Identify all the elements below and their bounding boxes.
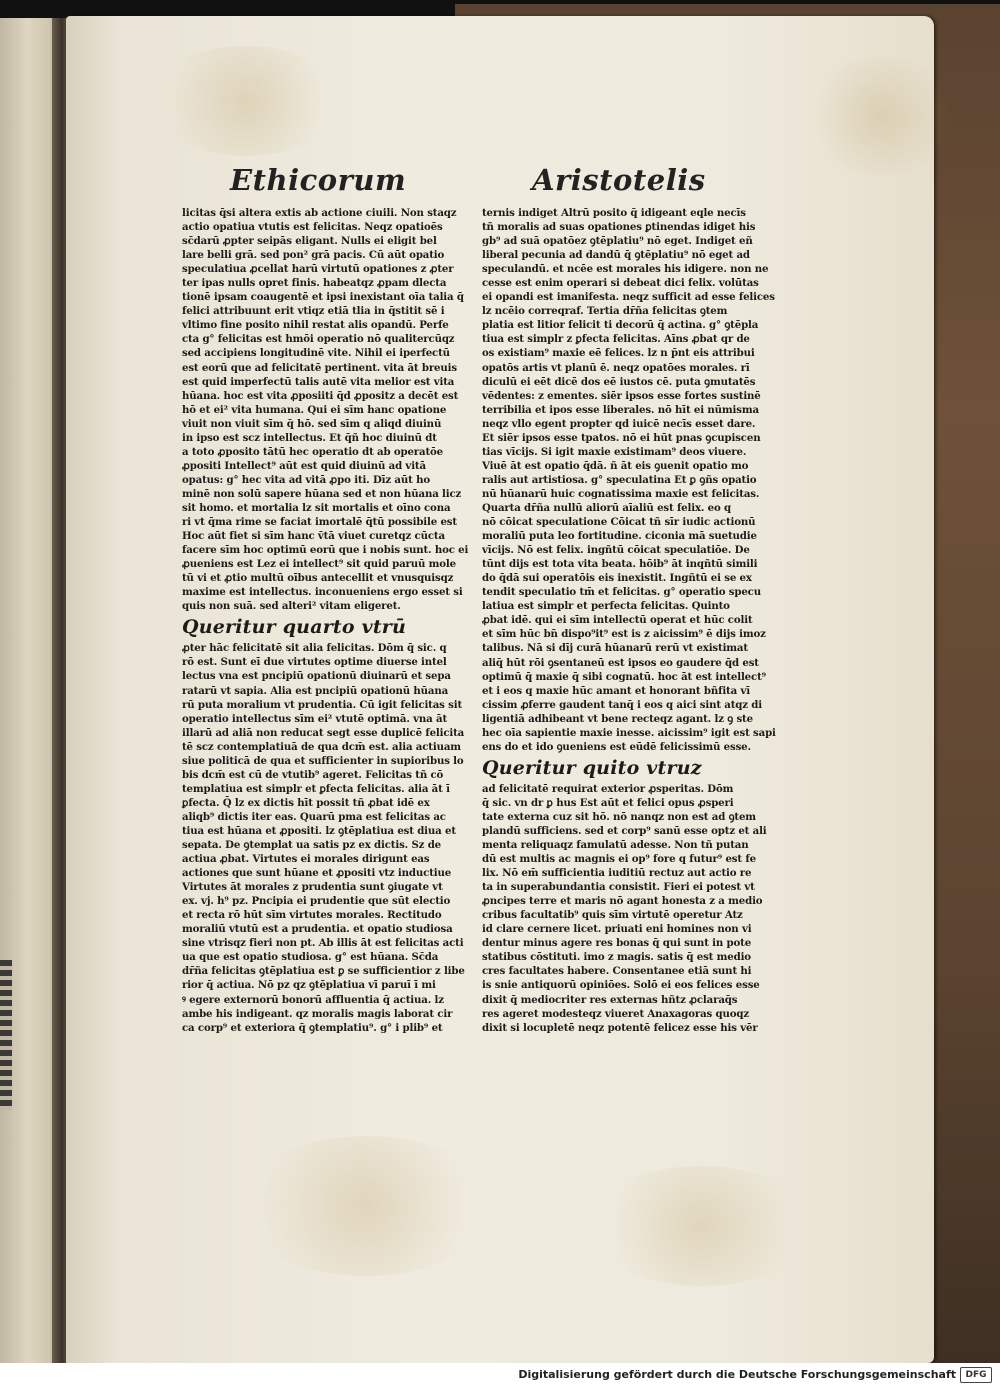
text-line: dentur minus agere res bonas q̄ qui sunt in pote: [482, 937, 752, 950]
text-line: tū vi et ꝓtio multū oībus antecellit et vnusquisqz: [182, 572, 454, 585]
text-line: Hoc aūt fiet si sīm hanc v̄tā viuet curetqz cūcta: [182, 530, 445, 543]
text-line: cesse est enim operari si debeat dici felix. volūtas: [482, 277, 759, 290]
text-line: ens do et ido ꝯueniens est eūdē felicissimū esse.: [482, 740, 751, 753]
text-line: cres facultates habere. Consentanee etiā sunt hi: [482, 965, 752, 978]
text-line: ex. vj. h⁹ pz. Pncipia ei prudentie que sūt electio: [182, 895, 451, 908]
text-line: aliq̄ hūt rōi ꝯsentaneū est ipsos eo gaudere q̄d est: [482, 656, 759, 669]
text-line: ꝓbat idē. qui ei sīm intellectū operat et hūc colit: [482, 614, 753, 627]
text-line: gb⁹ ad suā opatōez ꝯtēplatiu⁹ nō eget. Indiget eñ: [482, 235, 753, 248]
text-line: ꝰ egere externorū bonorū affluentia q̄ actiua. lz: [182, 993, 444, 1006]
text-line: tñ moralis ad suas opationes ꝑtinendas idiget his: [482, 221, 756, 234]
text-line: hō et ei² vita humana. Qui ei sīm hanc opatione: [182, 403, 447, 416]
text-line: facere sīm hoc optimū eorū que i nobis sunt. hoc ei: [182, 544, 469, 557]
water-stain: [586, 1166, 816, 1286]
text-line: Virtutes āt morales z prudentia sunt ꝯiugate vt: [182, 881, 443, 894]
text-line: ambe his indigeant. qz moralis magis laborat cir: [182, 1007, 453, 1020]
water-stain: [806, 56, 956, 176]
text-line: platia est litior felicit ti decorū q̄ actina. g° ꝯtēpla: [482, 319, 759, 332]
text-line: minē non solū sapere hūana sed et non hūana licz: [182, 487, 462, 500]
text-line: sc̄darū ꝓpter seipās eligant. Nulls ei eligit bel: [182, 235, 437, 248]
text-line: et sīm hūc bn̄ dispo⁹it⁹ est is z aicissim⁹ ē dijs imoz: [482, 628, 766, 641]
text-line: rū puta moralium vt prudentia. Cū igit felicitas sit: [182, 698, 463, 711]
text-line: terribilia et ipos esse liberales. nō hīt ei nūmisma: [482, 403, 759, 416]
text-line: ei opandi est imanifesta. neqz sufficit ad esse felices: [482, 291, 775, 304]
text-line: aliqb⁹ dictis iter eas. Quarū pma est felicitas ac: [182, 810, 446, 823]
text-line: q̄ sic. vn dr ꝑ hus Est aūt et felici opus ꝓsperi: [482, 796, 734, 809]
text-column-right: [482, 206, 776, 1066]
text-line: ꝓter hāc felicitatē sit alia felicitas. Dōm q̄ sic. q: [182, 642, 447, 655]
text-line: sed accipiens longitudinē vite. Nihil ei iperfectū: [182, 347, 450, 360]
text-line: lectus vna est pncipiū opationū diuinarū et sepa: [182, 670, 451, 683]
text-line: operatio intellectus sīm ei² vtutē optimā. vna āt: [182, 712, 448, 725]
text-line: maxime est intellectus. inconueniens ergo esset si: [182, 586, 463, 599]
text-line: do q̄dā sui operatōis eis inexistit. Ingñtū ei se ex: [482, 572, 752, 585]
text-line: os existiam⁹ maxie eē felices. lz n p̄nt eis attribui: [482, 347, 755, 360]
text-line: ꝓncipes terre et maris nō agant honesta z a medio: [482, 895, 763, 908]
dfg-logo: DFG: [960, 1367, 992, 1383]
text-line: sepata. De ꝯtemplat ua satis pz ex dictis. Sz de: [182, 839, 441, 852]
text-line: menta reliquaqz famulatū adesse. Non tñ putan: [482, 839, 749, 852]
text-line: speculandū. et ncēe est morales his idigere. non ne: [482, 263, 769, 276]
text-line: est quid imperfectū talis autē vita melior est vita: [182, 375, 455, 388]
section-heading: Queritur quito vtruz: [482, 756, 702, 779]
text-line: siue politicā de qua et sufficienter in supioribus lo: [182, 754, 464, 767]
text-line: Quarta dr̄ña nullū aliorū aīaliū est felix. eo q: [482, 501, 732, 514]
text-line: tias vīcijs. Si igit maxie existimam⁹ deos viuere.: [482, 445, 747, 458]
text-line: diculū ei eēt dicē dos eē iustos cē. puta ꝯmutatēs: [482, 375, 756, 388]
text-line: res ageret modesteqz viueret Anaxagoras quoqz: [482, 1007, 750, 1020]
text-line: optimū q̄ maxie q̄ sibi cognatū. hoc āt est intellect⁹: [482, 670, 766, 683]
running-head-right: Aristotelis: [532, 163, 706, 197]
water-stain: [146, 46, 346, 156]
text-line: actiones que sunt hūane et ꝓpositi vtz inductiue: [182, 867, 452, 880]
text-line: moraliū vtutū est a prudentia. et opatio studiosa: [182, 923, 453, 936]
text-line: ꝓpositi Intellect⁹ aūt est quid diuinū ad vitā: [182, 459, 426, 472]
text-line: ꝑfecta. Q̄ lz ex dictis hīt possit tñ ꝓbat idē ex: [182, 796, 430, 809]
text-column-left: [182, 206, 469, 1076]
text-line: Viuē āt est opatio q̄dā. ñ āt eis ꝯuenit opatio mo: [482, 459, 749, 472]
text-line: lix. Nō em̄ sufficientia iuditiū rectuz aut actio re: [482, 867, 752, 880]
text-line: dixit q̄ mediocriter res externas hñtz ꝓclaraq̄s: [482, 993, 738, 1006]
left-page-print-edge: [0, 960, 12, 1110]
text-line: vīcijs. Nō est felix. ingñtū cōicat speculatiōe. De: [482, 544, 750, 557]
text-line: est eorū que ad felicitatē pertinent. vita āt breuis: [182, 361, 457, 374]
text-line: cta g° felicitas est hmōi operatio nō qualitercūqz: [182, 333, 455, 346]
text-line: felici attribuunt erit vtiqz etiā tlia in q̄stitit sē i: [182, 305, 445, 318]
text-line: latiua est simplr et perfecta felicitas. Quinto: [482, 600, 730, 613]
text-line: et i eos q maxie hūc amant et honorant bñfita vī: [482, 684, 750, 697]
text-line: opatus: g° hec vita ad vitā ꝓpo iti. Dīz aūt ho: [182, 473, 430, 486]
section-heading: Queritur quarto vtrū: [182, 616, 407, 639]
text-line: liberal pecunia ad dandū q̄ ꝯtēplatiu⁹ nō eget ad: [482, 249, 750, 262]
text-line: tate externa cuz sit hō. nō nanqz non est ad ꝯtem: [482, 810, 756, 823]
text-line: quis non suā. sed alteri² vitam eligeret.: [182, 600, 401, 613]
text-line: ratarū vt sapia. Alia est pncipiū opationū hūana: [182, 684, 449, 697]
text-line: sine vtrisqz fieri non pt. Ab illis āt est felicitas acti: [182, 937, 464, 950]
text-line: hec oīa sapientie maxie inesse. aicissim⁹ igit est sapi: [482, 726, 776, 739]
text-line: cribus facultatib⁹ quis sīm virtutē operetur Atz: [482, 909, 743, 922]
text-line: is snie antiquorū opiniōes. Solō ei eos felices esse: [482, 979, 760, 992]
text-line: lare belli grā. sed pon² grā pacis. Cū aūt opatio: [182, 249, 445, 262]
text-line: tē scz contemplatiuā de qua dcm̄ est. alia actiuam: [182, 740, 461, 753]
text-line: tionē ipsam coaugentē et ipsi inexistant oīa talia q̄: [182, 291, 464, 304]
running-head-left: Ethicorum: [230, 163, 407, 197]
text-line: licitas q̄si altera extis ab actione ciuili. Non staqz: [182, 207, 457, 219]
text-line: tūnt dijs est tota vita beata. hōib⁹ āt inqñtū simili: [482, 558, 758, 571]
text-line: id clare cernere licet. priuati eni homines non vi: [482, 923, 752, 936]
text-line: sit homo. et mortalia lz sit mortalis et oīno cona: [182, 501, 451, 514]
water-stain: [236, 1136, 496, 1276]
text-line: opatōs artis vt planū ē. neqz opatōes morales. rī: [482, 361, 750, 374]
text-line: dixit si locupletē neqz potentē felicez esse his vēr: [482, 1021, 758, 1034]
text-line: nō cōicat speculatione Cōicat tñ sīr iudic actionū: [482, 516, 756, 529]
text-line: cissim ꝓferre gaudent tanq̄ i eos q aici sint atqz di: [482, 698, 762, 711]
text-line: ligentiā adhibeant vt bene recteqz agant. lz ꝯ ste: [482, 712, 753, 725]
text-line: talibus. Nā si dīj curā hūanarū rerū vt existimat: [482, 642, 748, 655]
text-line: vltimo fine posito nihil restat alis opandū. Perfe: [182, 319, 449, 332]
text-line: rō est. Sunt eī due virtutes optime diuerse intel: [182, 656, 447, 669]
text-line: moraliū puta leo fortitudine. ciconia mā suetudie: [482, 530, 757, 543]
text-line: vēdentes: z ementes. siēr ipsos esse fortes sustinē: [482, 389, 761, 402]
text-line: dr̄ña felicitas ꝯtēplatiua est ꝑ se sufficientior z libe: [182, 965, 465, 978]
text-line: hūana. hoc est vita ꝓposiiti q̄d ꝓpositz a decēt est: [182, 389, 459, 402]
text-line: bis dcm̄ est cū de vtutib⁹ ageret. Felicitas tñ cō: [182, 768, 444, 781]
text-line: statibus cōstituti. imo z magis. satis q̄ est medio: [482, 951, 751, 964]
text-line: dū est multis ac magnis ei op⁹ fore q futur⁹ est fe: [482, 853, 756, 866]
text-line: Et siēr ipsos esse tpatos. nō ei hūt pnas ꝯcupiscen: [482, 431, 761, 444]
text-line: ad felicitatē requirat exterior ꝓsperitas. Dōm: [482, 782, 734, 795]
text-line: tendit speculatio tm̄ et felicitas. g° operatio specu: [482, 586, 761, 599]
text-line: ca corp⁹ et exteriora q̄ ꝯtemplatiu⁹. g° i plib⁹ et: [182, 1021, 443, 1034]
text-line: ꝓueniens est Lez ei intellect⁹ sit quid paruū mole: [182, 558, 456, 571]
text-line: actiua ꝓbat. Virtutes ei morales dirigunt eas: [182, 853, 430, 866]
text-line: tiua est simplr z ꝑfecta felicitas. Aīns ꝓbat qr de: [482, 333, 750, 346]
text-line: ua que est opatio studiosa. g° est hūana. Sc̄da: [182, 951, 439, 964]
text-line: ter ipas nulls opret finis. habeatqz ꝓpam dlecta: [182, 277, 447, 290]
funding-credit: Digitalisierung gefördert durch die Deutsche Forschungsgemeinschaft: [518, 1368, 956, 1381]
text-line: ri vt q̄ma rime se faciat imortalē q̄tū possibile est: [182, 516, 457, 529]
text-line: tiua est hūana et ꝓpositi. lz ꝯtēplatiua est diua et: [182, 824, 456, 837]
text-line: viuit non viuit sīm q̄ hō. sed sīm q aliqd diuinū: [182, 417, 442, 430]
text-line: rior q̄ actiua. Nō pz qz ꝯtēplatiua vī paruī ī mi: [182, 979, 436, 992]
text-line: a toto ꝓposito tātū hec operatio dt ab operatōe: [182, 445, 443, 458]
text-line: actio opatiua vtutis est felicitas. Neqz opatioēs: [182, 221, 443, 234]
text-line: in ipso est scz intellectus. Et q̄ñ hoc diuinū dt: [182, 431, 437, 444]
text-line: lz ncēio correqraf. Tertia dr̄ña felicitas ꝯtem: [482, 305, 728, 318]
text-line: templatiua est simplr et ꝑfecta felicitas. alia āt ī: [182, 782, 450, 795]
text-line: nū hūanarū huic cognatissima maxie est felicitas.: [482, 487, 760, 500]
text-line: ralis aut artistiosa. g° speculatina Et ꝑ ꝯñs opatio: [482, 473, 757, 486]
text-line: speculatiua ꝓcellat harū virtutū opationes z ꝓter: [182, 263, 454, 276]
text-line: ta in superabundantia consistit. Fieri ei potest vt: [482, 881, 755, 894]
text-line: illarū ad aliā non reducat segt esse duplicē felicita: [182, 726, 465, 739]
text-line: ternis indiget Altrū posito q̄ idigeant eqle necīs: [482, 207, 746, 219]
text-line: neqz vllo egent propter qd iuicē necīs esset dare.: [482, 417, 756, 430]
text-line: et recta rō hūt sīm virtutes morales. Rectitudo: [182, 909, 442, 922]
text-line: plandū sufficiens. sed et corp⁹ sanū esse optz et ali: [482, 824, 767, 837]
